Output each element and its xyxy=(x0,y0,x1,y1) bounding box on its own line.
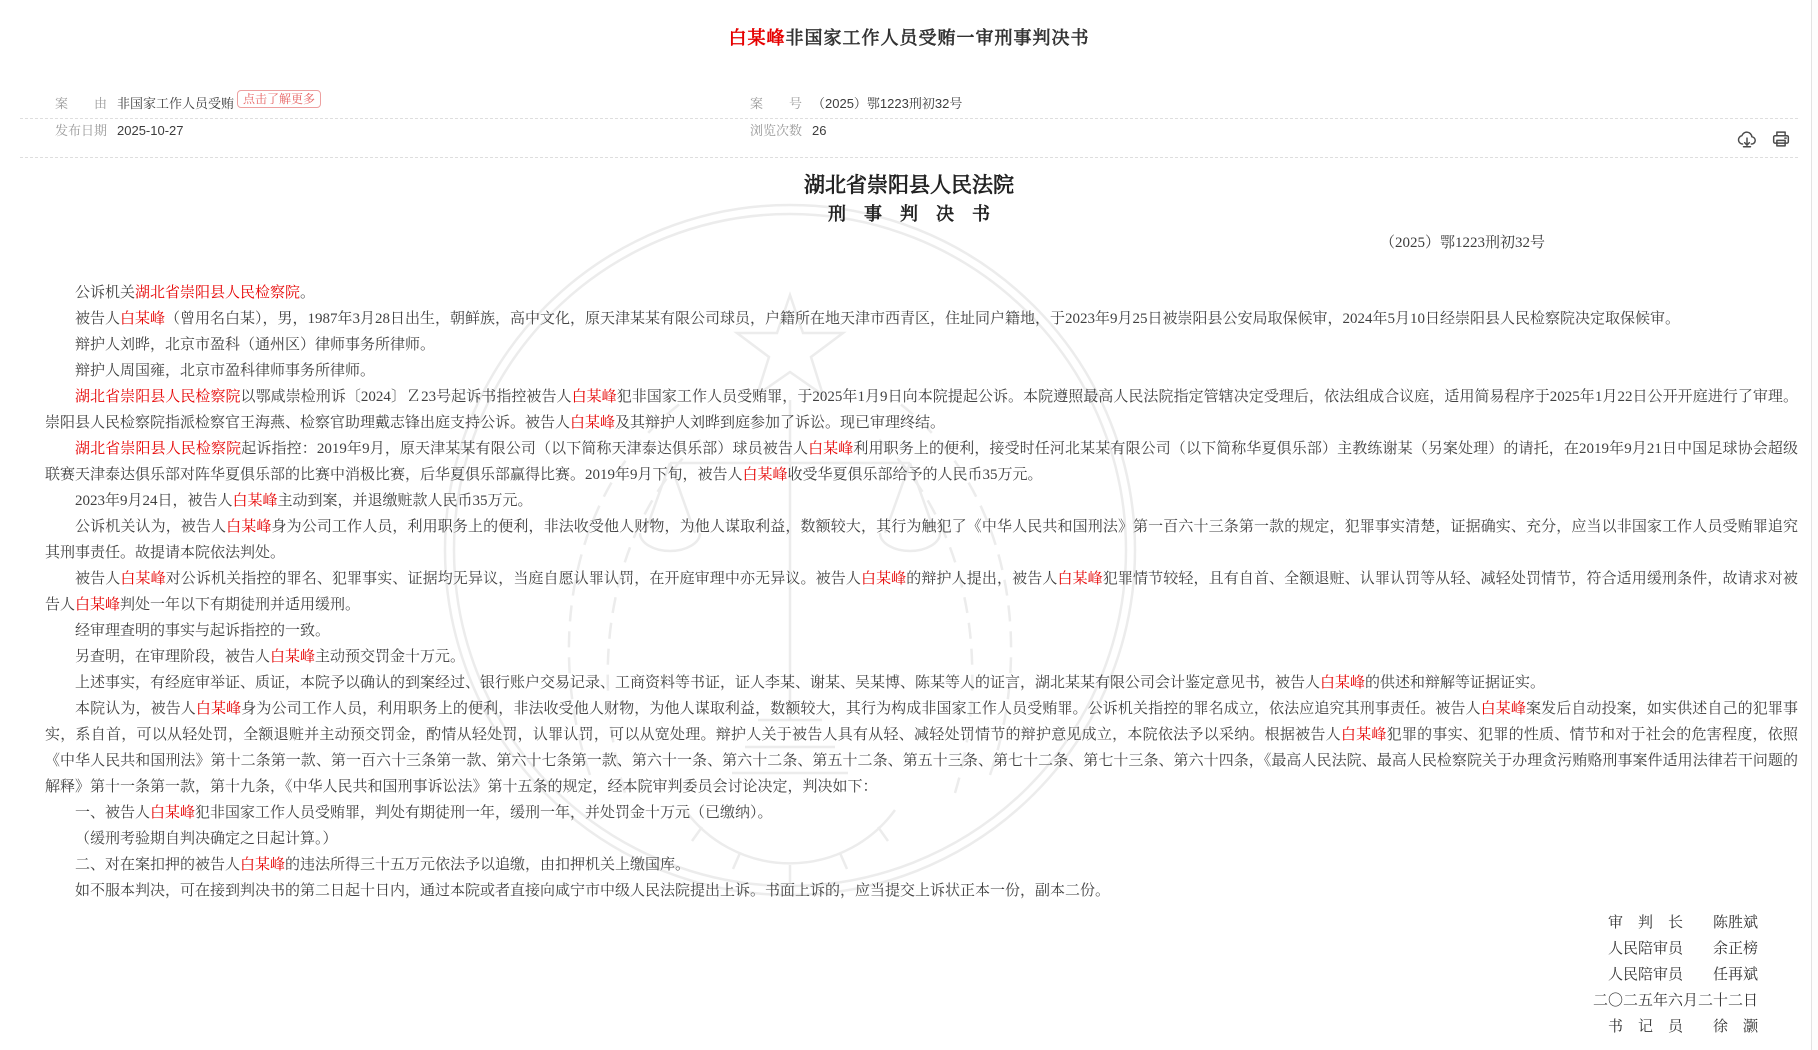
view-count xyxy=(750,119,1798,143)
judge-row xyxy=(0,962,1758,988)
paragraph: 公诉机关湖北省崇阳县人民检察院。 xyxy=(75,285,316,301)
clerk-row xyxy=(0,1014,1758,1040)
redacted-name-highlight: 白某峰 xyxy=(570,415,616,431)
judge-role: 人民陪审员 xyxy=(1607,941,1683,957)
redacted-name-highlight: 白某峰 xyxy=(120,571,166,587)
redacted-name-highlight: 白某峰 xyxy=(226,519,272,535)
paragraph: 被告人白某峰（曾用名白某），男，1987年3月28日出生，朝鲜族，高中文化，原天津某某有限公司球员，户籍所在地天津市西青区，住址同户籍地，于2023年9月25日被崇阳县公安局取保候审，2024年5月10日经崇阳县人民检察院决定取保候审。 xyxy=(75,311,1681,327)
meta-row-2 xyxy=(0,119,1818,143)
view-count-value: 26 xyxy=(812,123,827,138)
paragraph: 另查明，在审理阶段，被告人白某峰主动预交罚金十万元。 xyxy=(75,649,466,665)
redacted-name-highlight: 白某峰 xyxy=(240,857,286,873)
paragraph: 上述事实，有经庭审举证、质证，本院予以确认的到案经过、银行账户交易记录、工商资料等书证，证人李某、谢某、吴某博、陈某等人的证言，湖北某某有限公司会计鉴定意见书，被告人白某峰的供述和辩解等证据证实。 xyxy=(75,675,1546,691)
page-title xyxy=(0,0,1818,50)
meta-row-1 xyxy=(0,92,1818,116)
case-meta xyxy=(0,92,1818,158)
paragraph: 公诉机关认为，被告人白某峰身为公司工作人员，利用职务上的便利，非法收受他人财物，为他人谋取利益，数额较大，其行为触犯了《中华人民共和国刑法》第一百六十三条第一款的规定，犯罪事实清楚，证据确实、充分，应当以非国家工作人员受贿罪追究其刑事责任。故提请本院依法判处。 xyxy=(45,519,1798,561)
redacted-name-highlight: 白某峰 xyxy=(742,467,788,483)
paragraph: 二、对在案扣押的被告人白某峰的违法所得三十五万元依法予以追缴，由扣押机关上缴国库。 xyxy=(75,857,691,873)
clerk-name: 徐 灏 xyxy=(1712,1019,1758,1035)
redacted-name-highlight: 白某峰 xyxy=(75,597,121,613)
case-cause xyxy=(20,92,750,116)
publish-date-value: 2025-10-27 xyxy=(117,123,184,138)
judge-row xyxy=(0,936,1758,962)
redacted-name-highlight: 白某峰 xyxy=(571,389,617,405)
redacted-name-highlight: 湖北省崇阳县人民检察院 xyxy=(75,441,242,457)
paragraph: 一、被告人白某峰犯非国家工作人员受贿罪，判处有期徒刑一年，缓刑一年，并处罚金十万元（已缴纳）。 xyxy=(75,805,773,821)
court-name: 湖北省崇阳县人民法院 xyxy=(804,173,1014,197)
paragraph: 本院认为，被告人白某峰身为公司工作人员，利用职务上的便利，非法收受他人财物，为他人谋取利益，数额较大，其行为构成非国家工作人员受贿罪。公诉机关指控的罪名成立，依法应追究其刑事责任。被告人白某峰案发后自动投案，如实供述自己的犯罪事实，系自首，可以从轻处罚，全额退赃并主动预交罚金，酌情从轻处罚，认罪认罚，可以从宽处理。辩护人关于被告人具有从轻、减轻处罚情节的辩护意见成立，本院依法予以采纳。根据被告人白某峰犯罪的事实、犯罪的性质、情节和对于社会的危害程度，依照《中华人民共和国刑法》第十二条第一款、第一百六十三条第一款、第六十七条第一款、第六十一条、第六十二条、第五十二条、第五十三条、第七十二条、第七十三条、第六十四条，《最高人民法院、最高人民检察院关于办理贪污贿赂刑事案件适用法律若干问题的解释》第十一条第一款，第十九条，《中华人民共和国刑事诉讼法》第十五条的规定，经本院审判委员会讨论决定，判决如下： xyxy=(45,701,1798,795)
paragraph: 2023年9月24日，被告人白某峰主动到案，并退缴赃款人民币35万元。 xyxy=(75,493,533,509)
paragraph: 辩护人刘晔，北京市盈科（通州区）律师事务所律师。 xyxy=(75,337,436,353)
judgment-date: 二〇二五年六月二十二日 xyxy=(1592,993,1758,1009)
document-paragraphs xyxy=(0,280,1818,904)
redacted-name-highlight: 白某峰 xyxy=(1480,701,1526,717)
judge-name: 陈胜斌 xyxy=(1712,915,1758,931)
clerk-role: 书 记 员 xyxy=(1607,1019,1683,1035)
document-type: 刑 事 判 决 书 xyxy=(828,204,990,224)
paragraph: 如不服本判决，可在接到判决书的第二日起十日内，通过本院或者直接向咸宁市中级人民法院提出上诉。书面上诉的，应当提交上诉状正本一份，副本二份。 xyxy=(75,883,1111,899)
redacted-name-highlight: 白某峰 xyxy=(1320,675,1366,691)
judge-row xyxy=(0,910,1758,936)
judge-role: 审 判 长 xyxy=(1607,915,1683,931)
learn-more-button[interactable]: 点击了解更多 xyxy=(237,90,321,108)
judge-name: 余正榜 xyxy=(1712,941,1758,957)
publish-date xyxy=(20,119,750,143)
redacted-name-highlight: 湖北省崇阳县人民检察院 xyxy=(75,389,241,405)
judge-name: 任再斌 xyxy=(1712,967,1758,983)
paragraph: 湖北省崇阳县人民检察院起诉指控：2019年9月，原天津某某有限公司（以下简称天津泰达俱乐部）球员被告人白某峰利用职务上的便利，接受时任河北某某有限公司（以下简称华夏俱乐部）主教练谢某（另案处理）的请托，在2019年9月21日中国足球协会超级联赛天津泰达俱乐部对阵华夏俱乐部的比赛中消极比赛，后华夏俱乐部赢得比赛。2019年9月下旬，被告人白某峰收受华夏俱乐部给予的人民币35万元。 xyxy=(45,441,1798,483)
case-cause-value: 非国家工作人员受贿 xyxy=(117,96,235,111)
redacted-name-highlight: 白某峰 xyxy=(150,805,196,821)
title-defendant-name: 白某峰 xyxy=(728,28,786,48)
cloud-download-icon xyxy=(1736,128,1758,150)
case-number-value: （2025）鄂1223刑初32号 xyxy=(812,96,963,111)
title-rest: 非国家工作人员受贿一审刑事判决书 xyxy=(785,28,1090,48)
case-number xyxy=(750,92,1798,116)
print-button[interactable] xyxy=(1770,128,1792,150)
paragraph: （缓刑考验期自判决确定之日起计算。） xyxy=(75,831,338,847)
meta-actions xyxy=(1736,128,1792,150)
redacted-name-highlight: 白某峰 xyxy=(120,311,166,327)
judgment-document xyxy=(0,171,1818,1040)
redacted-name-highlight: 白某峰 xyxy=(195,701,242,717)
view-count-label: 浏览次数 xyxy=(750,123,803,138)
redacted-name-highlight: 白某峰 xyxy=(1340,727,1387,743)
paragraph: 辩护人周国雍，北京市盈科律师事务所律师。 xyxy=(75,363,376,379)
paragraph: 经审理查明的事实与起诉指控的一致。 xyxy=(75,623,331,639)
paragraph: 湖北省崇阳县人民检察院以鄂咸崇检刑诉〔2024〕Ｚ23号起诉书指控被告人白某峰犯非国家工作人员受贿罪，于2025年1月9日向本院提起公诉。本院遵照最高人民法院指定管辖决定受理后，依法组成合议庭，适用简易程序于2025年1月22日公开开庭进行了审理。崇阳县人民检察院指派检察官王海燕、检察官助理戴志锋出庭支持公诉。被告人白某峰及其辩护人刘晔到庭参加了诉讼。现已审理终结。 xyxy=(45,389,1798,431)
publish-date-label: 发布日期 xyxy=(55,123,108,138)
redacted-name-highlight: 湖北省崇阳县人民检察院 xyxy=(135,285,301,301)
printer-icon xyxy=(1770,128,1792,150)
paragraph: 被告人白某峰对公诉机关指控的罪名、犯罪事实、证据均无异议，当庭自愿认罪认罚，在开庭审理中亦无异议。被告人白某峰的辩护人提出，被告人白某峰犯罪情节较轻，且有自首、全额退赃、认罪认罚等从轻、减轻处罚情节，符合适用缓刑条件，故请求对被告人白某峰判处一年以下有期徒刑并适用缓刑。 xyxy=(45,571,1798,613)
signature-rows xyxy=(0,910,1758,988)
redacted-name-highlight: 白某峰 xyxy=(270,649,316,665)
case-cause-label: 案 由 xyxy=(55,96,108,111)
judge-role: 人民陪审员 xyxy=(1607,967,1683,983)
redacted-name-highlight: 白某峰 xyxy=(808,441,854,457)
dashed-divider xyxy=(20,157,1798,158)
redacted-name-highlight: 白某峰 xyxy=(232,493,278,509)
redacted-name-highlight: 白某峰 xyxy=(1057,571,1103,587)
case-number-label: 案 号 xyxy=(750,96,803,111)
document-case-number: （2025）鄂1223刑初32号 xyxy=(1379,235,1545,251)
redacted-name-highlight: 白某峰 xyxy=(860,571,907,587)
download-button[interactable] xyxy=(1736,128,1758,150)
signature-block xyxy=(0,910,1818,1040)
